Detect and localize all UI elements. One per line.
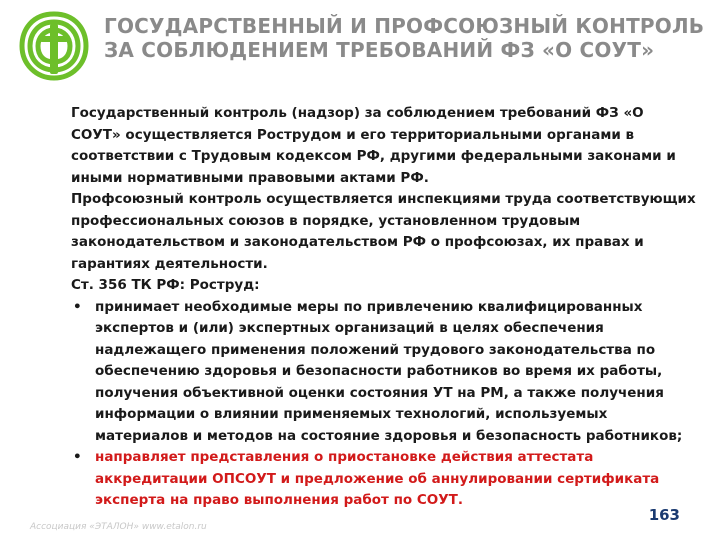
paragraph-article-356: Ст. 356 ТК РФ: Роструд: [71, 277, 260, 293]
organization-logo-icon [14, 6, 94, 86]
paragraph-trade-union-control: Профсоюзный контроль осуществляется инспекциями труда соответствующих профессиональных союзов в порядке, установленном трудовым законодательством и законодательством РФ о профсоюзах, их правах и гарантиях деятельности. [71, 191, 696, 272]
footer-text: Ассоциация «ЭТАЛОН» www.etalon.ru [30, 522, 207, 532]
list-item-text: принимает необходимые меры по привлечению квалифицированных экспертов и (или) экспертных организаций в целях обеспечения надлежащего применения положений трудового законодательства по обеспечению здоровья и безопасности работников во время их работы, получения объективной оценки состояния УТ на РМ, а также получения информации о влиянии применяемых технологий, используемых материалов и методов на состояние здоровья и безопасность работников; [95, 298, 683, 444]
bullet-icon: • [73, 449, 82, 465]
title-line-2: ЗА СОБЛЮДЕНИЕМ ТРЕБОВАНИЙ ФЗ «О СОУТ» [104, 38, 655, 62]
list-item [71, 297, 696, 448]
main-content [71, 103, 696, 512]
page-number: 163 [648, 506, 680, 524]
title-line-1: ГОСУДАРСТВЕННЫЙ И ПРОФСОЮЗНЫЙ КОНТРОЛЬ [104, 14, 705, 38]
list-item-text-highlighted: направляет представления о приостановке действия аттестата аккредитации ОПСОУТ и предложение об аннулировании сертификата эксперта на право выполнения работ по СОУТ. [95, 449, 660, 508]
page-title [104, 14, 710, 62]
list-item [71, 447, 696, 512]
bullet-icon: • [73, 298, 82, 315]
bullet-list [71, 297, 696, 512]
paragraph-state-control: Государственный контроль (надзор) за соблюдением требований ФЗ «О СОУТ» осуществляется Рострудом и его территориальными органами в соответствии с Трудовым кодексом РФ, другими федеральными законами и иными нормативными правовыми актами РФ. [71, 105, 676, 186]
